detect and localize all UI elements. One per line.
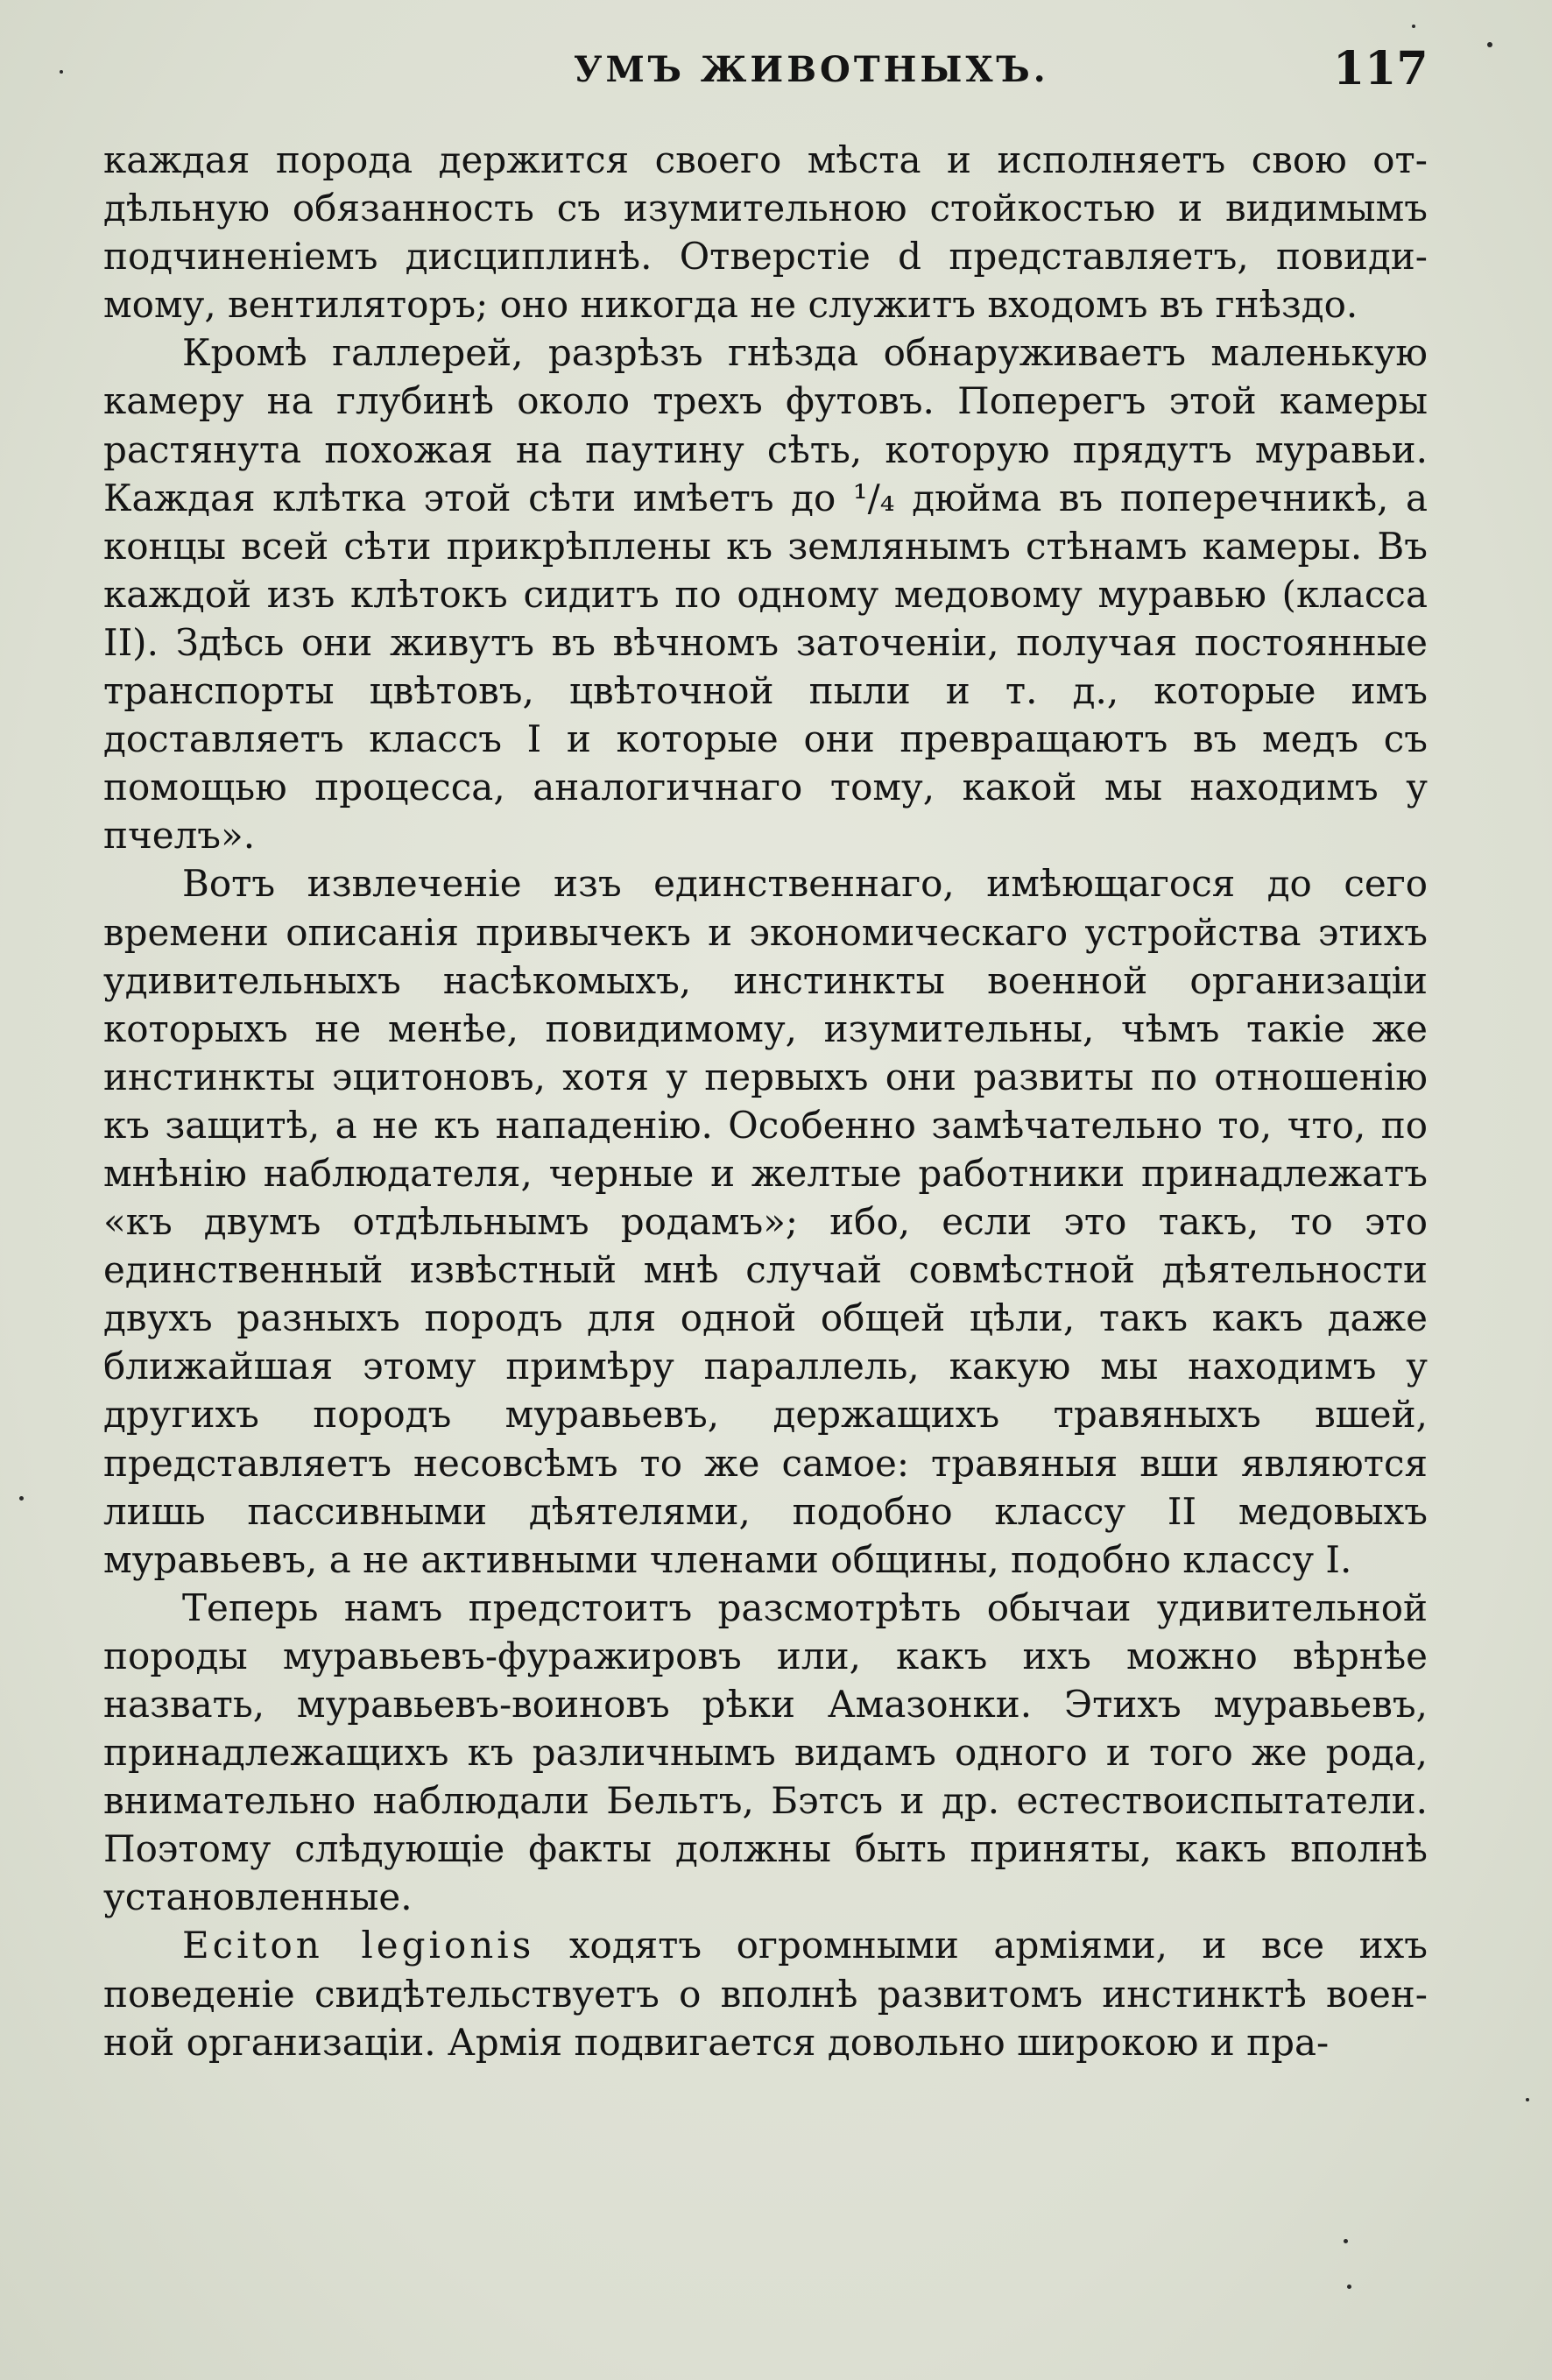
print-speck	[1344, 2239, 1348, 2243]
body-text	[103, 136, 1428, 2066]
print-speck	[1412, 25, 1415, 28]
paragraph-5-text: ходятъ огромными арміями, и все ихъ поведеніе свидѣтельствуетъ о вполнѣ развитомъ инстинктѣ военной организаціи. Армія подвигается довольно широкою и пра-	[103, 1924, 1429, 2064]
latin-species-name: Eciton legionis	[182, 1924, 535, 1967]
print-speck	[60, 70, 63, 74]
running-title: УМЪ ЖИВОТНЫХЪ.	[574, 49, 1049, 90]
paragraph-1: каждая порода держится своего мѣста и исполняетъ свою отдѣльную обязанность съ изумительною стойкостью и видимымъ подчиненіемъ дисциплинѣ. Отверстіе d представляетъ, повидимому, вентиляторъ; оно никогда не служитъ входомъ въ гнѣздо.	[103, 138, 1428, 327]
paragraph-5	[103, 1921, 1428, 2066]
page-number: 117	[1333, 42, 1429, 95]
print-speck	[1526, 2098, 1529, 2101]
print-speck	[1347, 2285, 1351, 2289]
paragraph-2: Кромѣ галлерей, разрѣзъ гнѣзда обнаруживаетъ маленькую камеру на глубинѣ около трехъ футовъ. Поперегъ этой камеры растянута похожая на паутину сѣть, которую прядутъ муравьи. Каждая клѣтка этой сѣти имѣетъ до ¹/₄ дюйма въ поперечникѣ, а концы всей сѣти прикрѣплены къ землянымъ стѣнамъ камеры. Въ каждой изъ клѣтокъ сидитъ по одному медовому муравью (класса II). Здѣсь они живутъ въ вѣчномъ заточеніи, получая постоянные транспорты цвѣтовъ, цвѣточной пыли и т. д., которые имъ доставляетъ классъ I и которые они превращаютъ въ медъ съ помощью процесса, аналогичнаго тому, какой мы находимъ у пчелъ».	[103, 331, 1428, 858]
paragraph-3: Вотъ извлеченіе изъ единственнаго, имѣющагося до сего времени описанія привычекъ и экономическаго устройства этихъ удивительныхъ насѣкомыхъ, инстинкты военной организаціи которыхъ не менѣе, повидимому, изумительны, чѣмъ такіе же инстинкты эцитоновъ, хотя у первыхъ они развиты по отношенію къ защитѣ, а не къ нападенію. Особенно замѣчательно то, что, по мнѣнію наблюдателя, черные и желтые работники принадлежатъ «къ двумъ отдѣльнымъ родамъ»; ибо, если это такъ, то это единственный извѣстный мнѣ случай совмѣстной дѣятельности двухъ разныхъ породъ для одной общей цѣли, такъ какъ даже ближайшая этому примѣру параллель, какую мы находимъ у другихъ породъ муравьевъ, держащихъ травяныхъ вшей, представляетъ несовсѣмъ то же самое: травяныя вши являются лишь пассивными дѣятелями, подобно классу II медовыхъ муравьевъ, а не активными членами общины, подобно классу I.	[103, 862, 1428, 1581]
print-speck	[19, 1496, 24, 1501]
paragraph-4: Теперь намъ предстоитъ разсмотрѣть обычаи удивительной породы муравьевъ-фуражировъ или, какъ ихъ можно вѣрнѣе назвать, муравьевъ-воиновъ рѣки Амазонки. Этихъ муравьевъ, принадлежащихъ къ различнымъ видамъ одного и того же рода, внимательно наблюдали Бельтъ, Бэтсъ и др. естествоиспытатели. Поэтому слѣдующіе факты должны быть приняты, какъ вполнѣ установленные.	[103, 1585, 1428, 1919]
running-head	[0, 42, 1552, 107]
print-speck	[1487, 42, 1492, 47]
